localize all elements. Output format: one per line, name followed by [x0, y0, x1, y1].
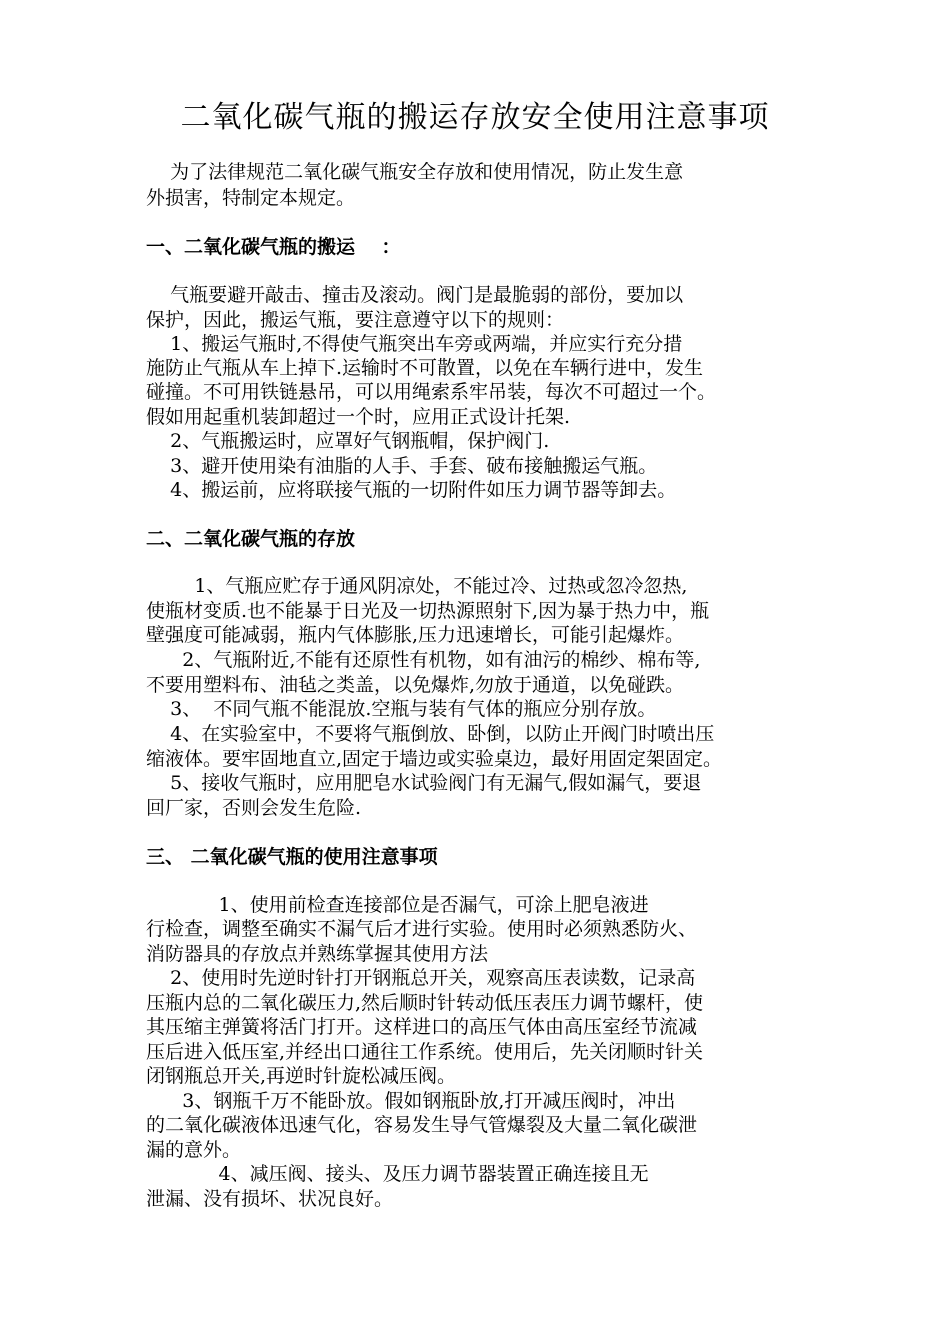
section-1-heading: 一、二氧化碳气瓶的搬运 ： — [146, 236, 401, 258]
section-3-line: 泄漏、没有损坏、状况良好。 — [146, 1188, 394, 1210]
section-2-line: 5、接收气瓶时，应用肥皂水试验阀门有无漏气,假如漏气，要退 — [146, 772, 702, 794]
section-2-line: 回厂家，否则会发生危险. — [146, 797, 362, 819]
section-3-line: 4、减压阀、接头、及压力调节器装置正确连接且无 — [146, 1163, 649, 1185]
section-2-heading: 二、二氧化碳气瓶的存放 — [146, 528, 356, 550]
intro-line: 为了法律规范二氧化碳气瓶安全存放和使用情况，防止发生意 — [146, 161, 684, 183]
section-2-line: 2、气瓶附近,不能有还原性有机物，如有油污的棉纱、棉布等, — [146, 649, 701, 671]
section-2-line: 缩液体。要牢固地直立,固定于墙边或实验桌边，最好用固定架固定。 — [146, 748, 723, 770]
section-1-line: 保护，因此，搬运气瓶，要注意遵守以下的规则： — [146, 309, 565, 331]
document-title: 二氧化碳气瓶的搬运存放安全使用注意事项 — [180, 100, 770, 135]
section-1-line: 4、搬运前，应将联接气瓶的一切附件如压力调节器等卸去。 — [146, 479, 677, 501]
section-2-line: 3、 不同气瓶不能混放.空瓶与装有气体的瓶应分别存放。 — [146, 698, 657, 720]
section-3-line: 其压缩主弹簧将活门打开。这样进口的高压气体由高压室经节流减 — [146, 1016, 698, 1038]
section-2-line: 1、气瓶应贮存于通风阴凉处，不能过冷、过热或忽冷忽热, — [146, 575, 688, 597]
section-3-line: 漏的意外。 — [146, 1139, 242, 1161]
section-3-line: 消防器具的存放点并熟练掌握其使用方法 — [146, 943, 489, 965]
section-3-line: 闭钢瓶总开关,再逆时针旋松减压阀。 — [146, 1065, 457, 1087]
section-2-line: 壁强度可能减弱，瓶内气体膨胀,压力迅速增长，可能引起爆炸。 — [146, 624, 685, 646]
section-2-line: 不要用塑料布、油毡之类盖，以免爆炸,勿放于通道，以免碰跌。 — [146, 674, 685, 696]
section-2-line: 使瓶材变质.也不能暴于日光及一切热源照射下,因为暴于热力中，瓶 — [146, 600, 710, 622]
section-1-line: 2、气瓶搬运时，应罩好气钢瓶帽，保护阀门. — [146, 430, 550, 452]
section-3-line: 2、使用时先逆时针打开钢瓶总开关，观察高压表读数，记录高 — [146, 967, 696, 989]
section-3-line: 1、使用前检查连接部位是否漏气，可涂上肥皂液进 — [146, 894, 649, 916]
section-3-line: 的二氧化碳液体迅速气化，容易发生导气管爆裂及大量二氧化碳泄 — [146, 1114, 698, 1136]
section-1-line: 碰撞。不可用铁链悬吊，可以用绳索系牢吊装，每次不可超过一个。 — [146, 381, 717, 403]
section-1-line: 1、搬运气瓶时,不得使气瓶突出车旁或两端，并应实行充分措 — [146, 333, 683, 355]
section-3-line: 3、钢瓶千万不能卧放。假如钢瓶卧放,打开减压阀时，冲出 — [146, 1090, 676, 1112]
section-3-heading: 三、 二氧化碳气瓶的使用注意事项 — [146, 846, 438, 868]
section-1-line: 气瓶要避开敲击、撞击及滚动。阀门是最脆弱的部份，要加以 — [146, 284, 684, 306]
section-2-line: 4、在实验室中，不要将气瓶倒放、卧倒，以防止开阀门时喷出压 — [146, 723, 715, 745]
section-3-line: 行检查，调整至确实不漏气后才进行实验。使用时必须熟悉防火、 — [146, 918, 698, 940]
section-1-line: 假如用起重机装卸超过一个时，应用正式设计托架. — [146, 406, 571, 428]
section-1-line: 3、避开使用染有油脂的人手、手套、破布接触搬运气瓶。 — [146, 455, 658, 477]
section-3-line: 压瓶内总的二氧化碳压力,然后顺时针转动低压表压力调节螺杆，使 — [146, 992, 704, 1014]
intro-line: 外损害，特制定本规定。 — [146, 187, 356, 209]
section-1-line: 施防止气瓶从车上掉下.运输时不可散置，以免在车辆行进中，发生 — [146, 357, 704, 379]
section-3-line: 压后进入低压室,并经出口通往工作系统。使用后，先关闭顺时针关 — [146, 1041, 704, 1063]
